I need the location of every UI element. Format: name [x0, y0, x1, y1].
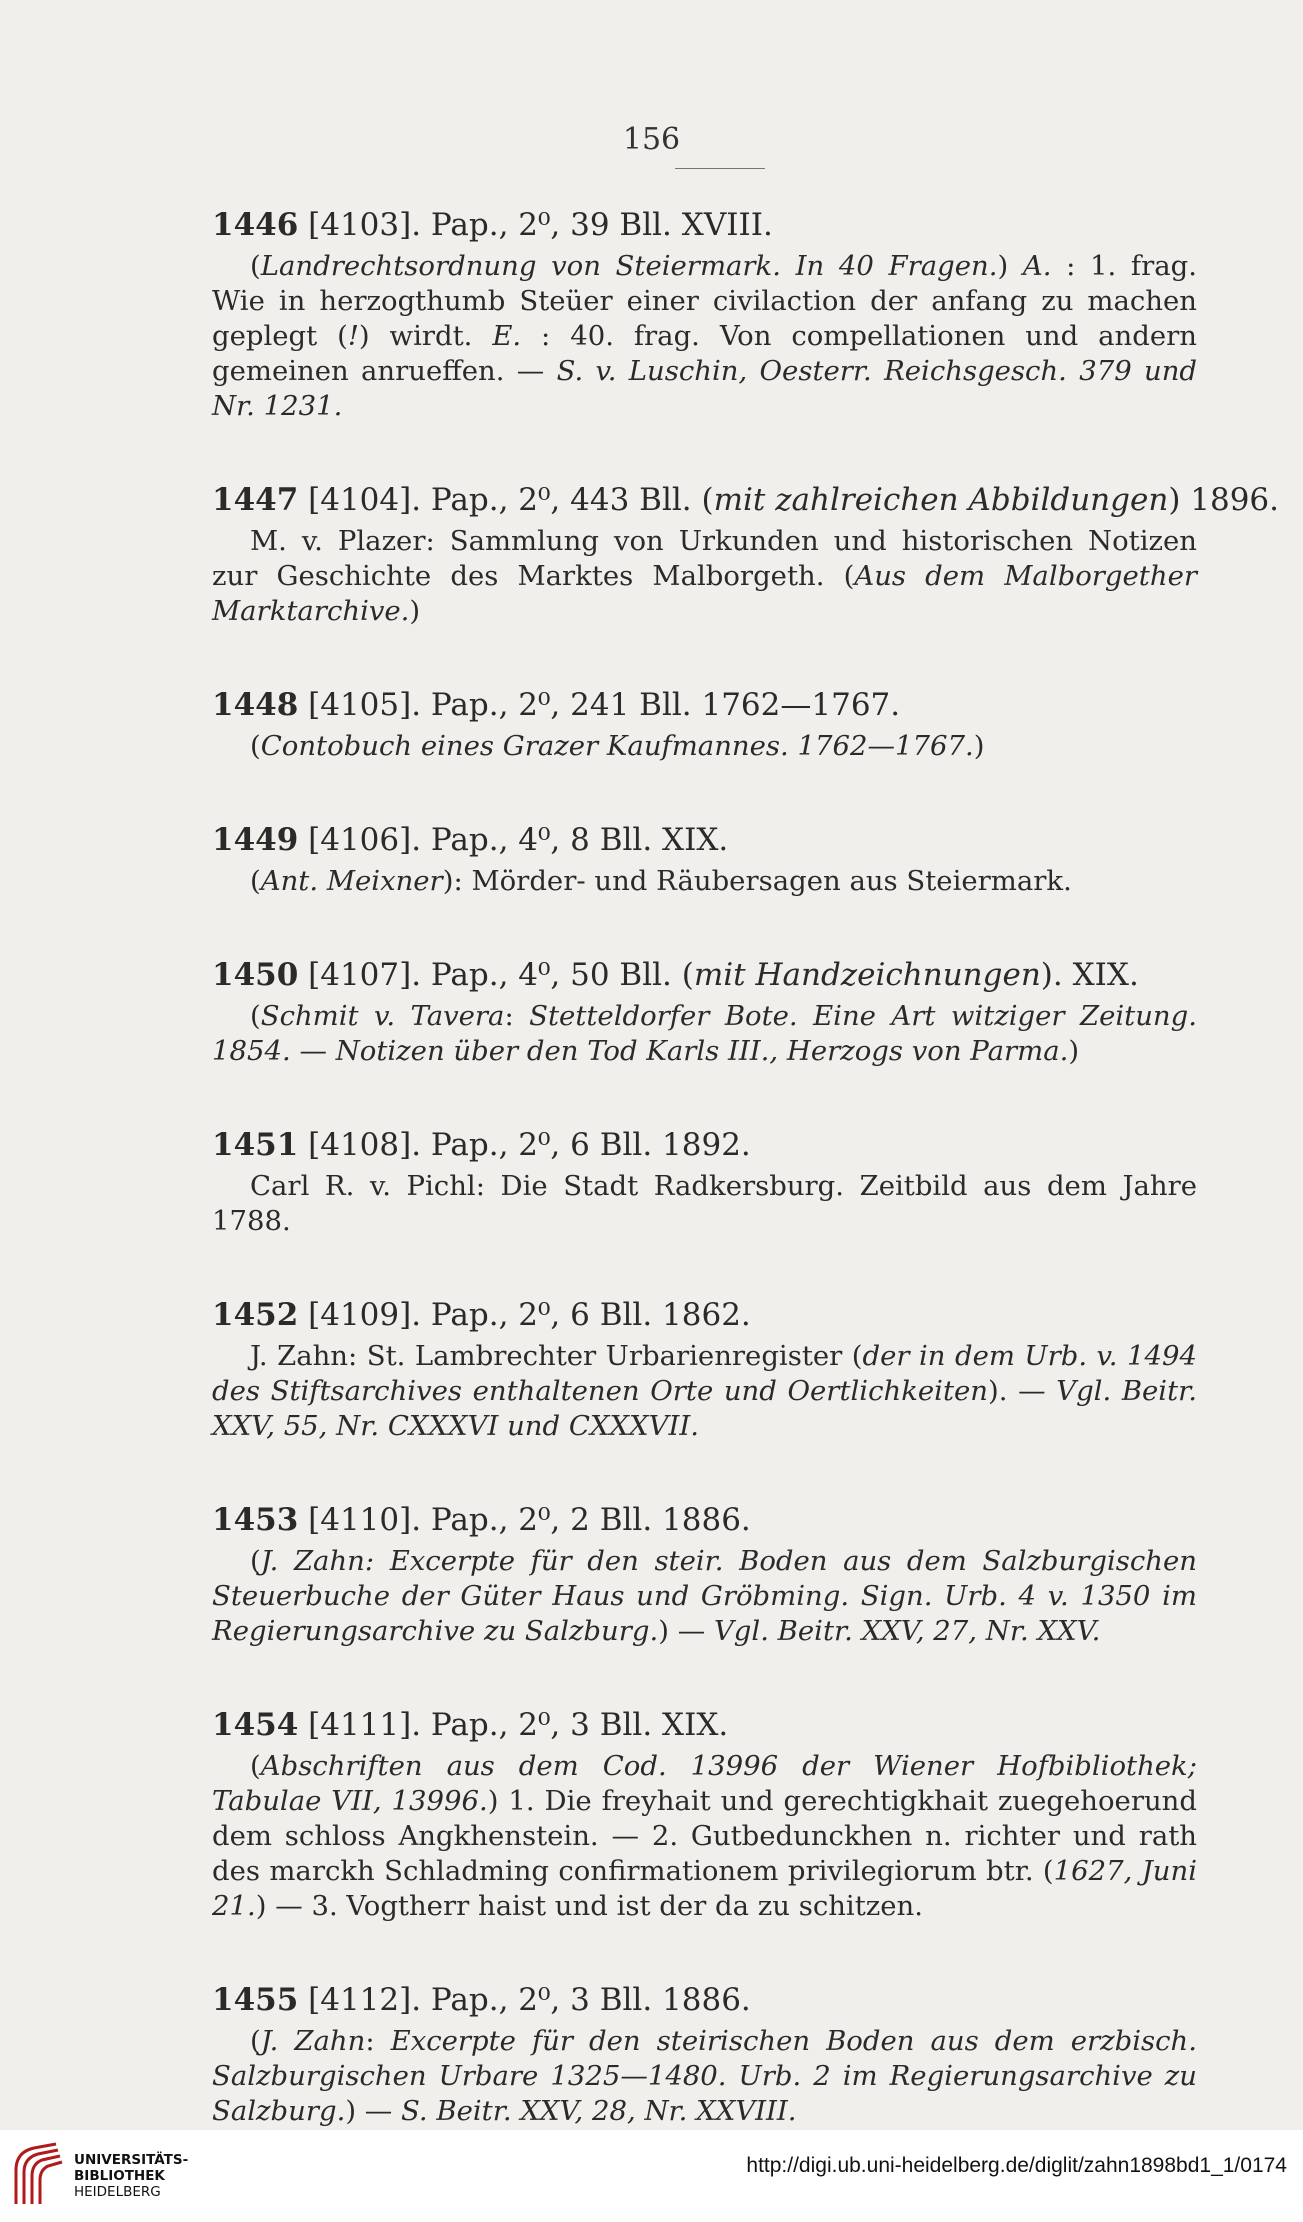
entry-heading [212, 1295, 1197, 1335]
entry-spacer [212, 1444, 1197, 1500]
entry-description: M. v. Plazer: Sammlung von Urkunden und historischen Notizen zur Geschichte des Marktes Malborgeth. (Aus dem Malborgether Marktarchive.) [212, 525, 1197, 627]
entry-signature: [4103]. Pap., 2⁰, 39 Bll. XVIII. [298, 207, 773, 243]
entry-description: (Abschriften aus dem Cod. 13996 der Wiener Hofbibliothek; Tabulae VII, 13996.) 1. Die freyhait und gerechtigkhait zuegehoerund dem schloss Angkhenstein. — 2. Gutbedunckhen n. richter und rath des marckh Schladming confirmationem privilegiorum btr. (1627, Juni 21.) — 3. Vogtherr haist und ist der da zu schitzen. [212, 1750, 1197, 1922]
page-number-rule [675, 168, 765, 169]
entry-signature: [4112]. Pap., 2⁰, 3 Bll. 1886. [298, 1982, 751, 2018]
entry-signature: [4104]. Pap., 2⁰, 443 Bll. (mit zahlreichen Abbildungen) 1896. [298, 482, 1280, 518]
entry-number: 1450 [212, 957, 299, 993]
entry-signature: [4105]. Pap., 2⁰, 241 Bll. 1762—1767. [298, 687, 901, 723]
entry-signature: [4109]. Pap., 2⁰, 6 Bll. 1862. [298, 1297, 751, 1333]
entry-spacer [212, 899, 1197, 955]
entry-spacer [212, 1924, 1197, 1980]
entry-signature: [4108]. Pap., 2⁰, 6 Bll. 1892. [298, 1127, 751, 1163]
entry-description: (J. Zahn: Excerpte für den steirischen Boden aus dem erzbisch. Salzburgischen Urbare 1325—1480. Urb. 2 im Regierungsarchive zu Salzburg.) — S. Beitr. XXV, 28, Nr. XXVIII. [212, 2025, 1197, 2127]
university-library-logo-icon[interactable] [10, 2140, 66, 2210]
entry-description: (Landrechtsordnung von Steiermark. In 40 Fragen.) A. : 1. frag. Wie in herzogthumb Steüer einer civilaction der anfang zu machen geplegt (!) wirdt. E. : 40. frag. Von compellationen und andern gemeinen anrueffen. — S. v. Luschin, Oesterr. Reichsgesch. 379 und Nr. 1231. [212, 250, 1198, 422]
entry-number: 1449 [212, 822, 299, 858]
entry-spacer [212, 764, 1197, 820]
entry-heading [212, 685, 1197, 725]
entry-heading [212, 820, 1197, 860]
catalog-entry [212, 1125, 1197, 1239]
entry-description: (Ant. Meixner): Mörder- und Räubersagen aus Steiermark. [250, 865, 1072, 897]
catalog-entry [212, 1980, 1197, 2129]
entry-description: (Contobuch eines Grazer Kaufmannes. 1762—1767.) [250, 730, 985, 762]
entry-number: 1447 [212, 482, 299, 518]
catalog-entry [212, 1705, 1197, 1924]
library-name [74, 2152, 188, 2200]
catalog-entry [212, 1500, 1197, 1649]
entry-heading [212, 480, 1280, 520]
entry-number: 1451 [212, 1127, 299, 1163]
footer-bar [0, 2130, 1303, 2222]
library-name-line2: BIBLIOTHEK [74, 2168, 165, 2184]
source-url[interactable]: http://digi.ub.uni-heidelberg.de/diglit/zahn1898bd1_1/0174 [746, 2154, 1287, 2177]
entry-number: 1454 [212, 1707, 299, 1743]
entry-number: 1455 [212, 1982, 299, 2018]
catalog-entry [212, 820, 1197, 899]
entry-number: 1453 [212, 1502, 299, 1538]
catalog-entry [212, 685, 1197, 764]
entry-signature: [4111]. Pap., 2⁰, 3 Bll. XIX. [298, 1707, 729, 1743]
catalog-entry [212, 480, 1280, 629]
entry-description: Carl R. v. Pichl: Die Stadt Radkersburg. Zeitbild aus dem Jahre 1788. [212, 1170, 1197, 1237]
entry-heading [212, 1705, 1197, 1745]
entry-signature: [4106]. Pap., 4⁰, 8 Bll. XIX. [298, 822, 729, 858]
entry-heading [212, 1980, 1197, 2020]
page-number: 156 [622, 122, 681, 157]
entry-number: 1446 [212, 207, 299, 243]
catalog-entry [212, 955, 1197, 1069]
entry-spacer [212, 424, 1197, 480]
entry-spacer [212, 1649, 1197, 1705]
entry-heading [212, 1125, 1197, 1165]
entry-number: 1452 [212, 1297, 299, 1333]
entry-spacer [212, 1069, 1197, 1125]
catalog-entry [212, 205, 1197, 424]
entry-signature: [4110]. Pap., 2⁰, 2 Bll. 1886. [298, 1502, 751, 1538]
entry-description: (J. Zahn: Excerpte für den steir. Boden aus dem Salzburgischen Steuerbuche der Güter Haus und Gröbming. Sign. Urb. 4 v. 1350 im Regierungsarchive zu Salzburg.) — Vgl. Beitr. XXV, 27, Nr. XXV. [212, 1545, 1197, 1647]
entry-heading [212, 955, 1197, 995]
catalog-entry [212, 1295, 1197, 1444]
library-name-line1: UNIVERSITÄTS- [74, 2152, 189, 2168]
library-name-line3: HEIDELBERG [74, 2184, 161, 2200]
entry-signature: [4107]. Pap., 4⁰, 50 Bll. (mit Handzeichnungen). XIX. [298, 957, 1139, 993]
entry-number: 1448 [212, 687, 299, 723]
entry-heading [212, 1500, 1197, 1540]
entry-spacer [212, 629, 1197, 685]
entry-description: (Schmit v. Tavera: Stetteldorfer Bote. Eine Art witziger Zeitung. 1854. — Notizen über den Tod Karls III., Herzogs von Parma.) [212, 1000, 1197, 1067]
entry-heading [212, 205, 1197, 245]
entry-spacer [212, 1239, 1197, 1295]
entry-description: J. Zahn: St. Lambrechter Urbarienregister (der in dem Urb. v. 1494 des Stiftsarchives enthaltenen Orte und Oertlichkeiten). — Vgl. Beitr. XXV, 55, Nr. CXXXVI und CXXXVII. [212, 1340, 1198, 1442]
catalog-entries [212, 205, 1280, 2129]
